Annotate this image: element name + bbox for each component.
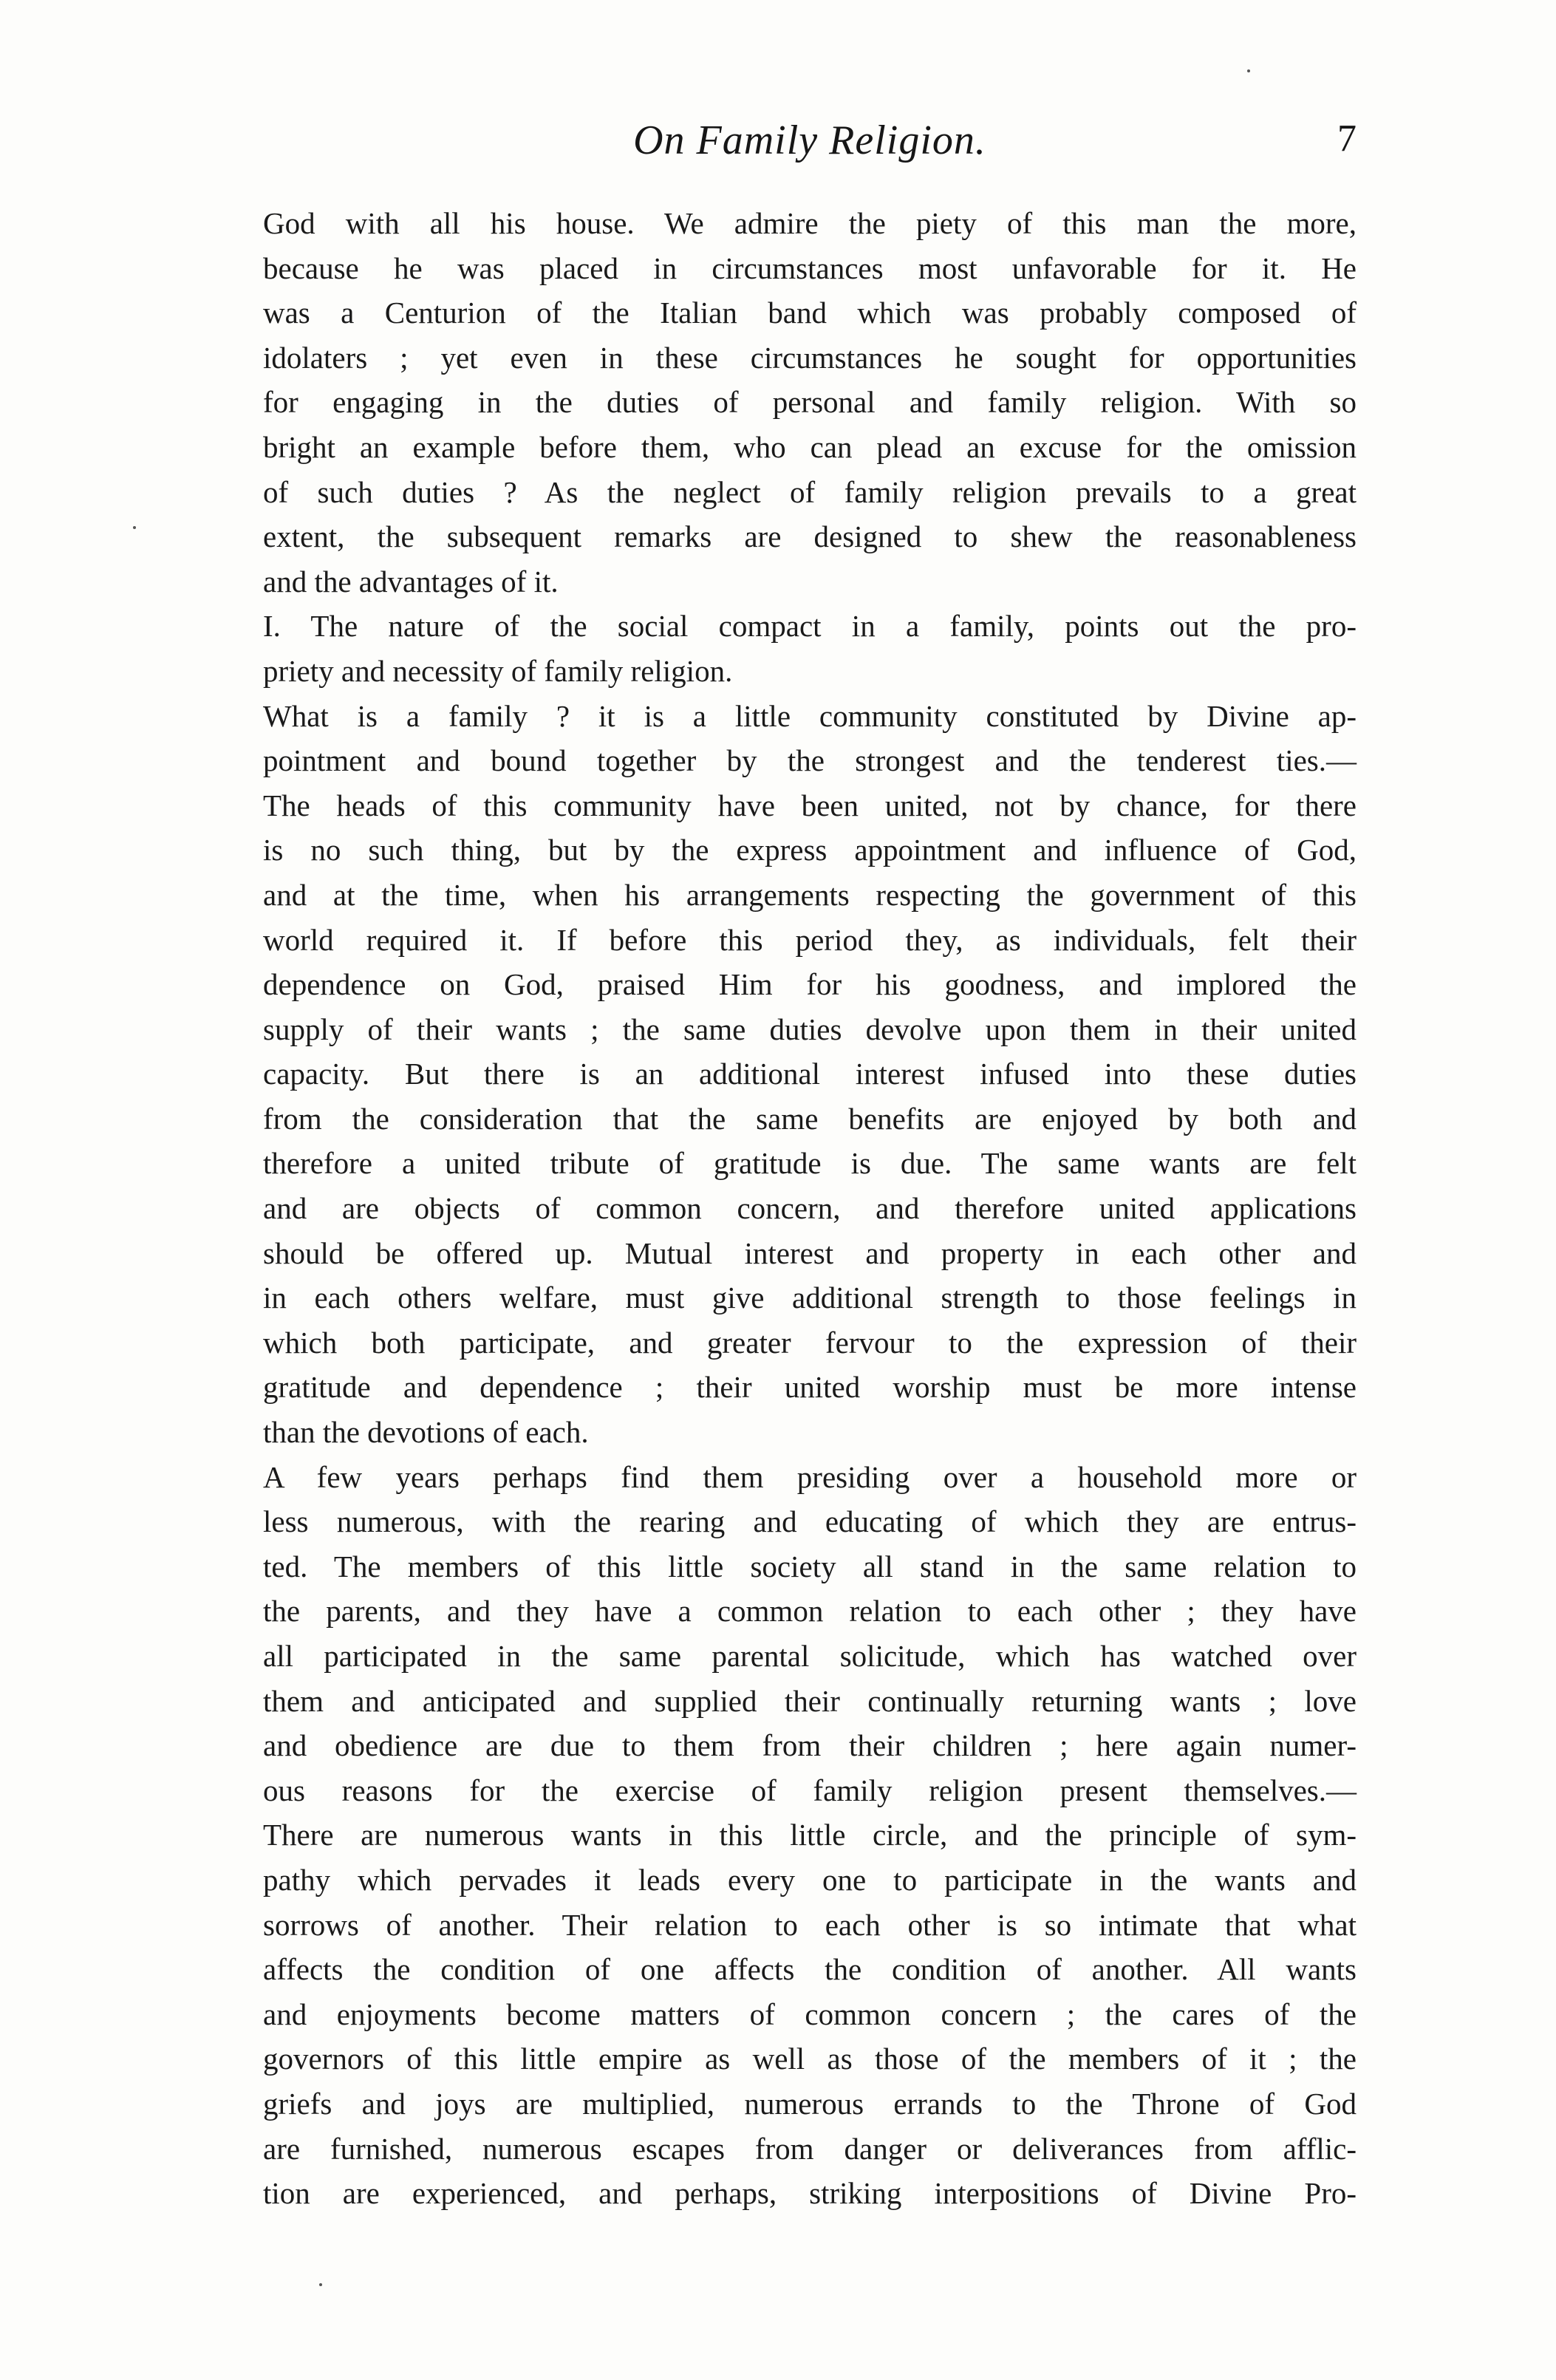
text-line: the parents, and they have a common relation to each other ; they have <box>263 1594 1357 1629</box>
body-text <box>263 201 1357 2216</box>
text-line: which both participate, and greater fervour to the expression of their <box>263 1325 1357 1360</box>
text-line: and are objects of common concern, and therefore united applications <box>263 1191 1357 1226</box>
text-line: than the devotions of each. <box>263 1415 589 1450</box>
text-line: of such duties ? As the neglect of family religion prevails to a great <box>263 474 1357 509</box>
text-line: griefs and joys are multiplied, numerous errands to the Throne of God <box>263 2086 1357 2121</box>
text-line: priety and necessity of family religion. <box>263 653 733 688</box>
page-header <box>263 117 1357 176</box>
text-line: and the advantages of it. <box>263 564 559 599</box>
text-line: was a Centurion of the Italian band which was probably composed of <box>263 296 1357 330</box>
text-line: them and anticipated and supplied their continually returning wants ; love <box>263 1683 1357 1718</box>
text-line: less numerous, with the rearing and educating of which they are entrus- <box>263 1504 1357 1539</box>
text-line: There are numerous wants in this little circle, and the principle of sym- <box>263 1818 1357 1852</box>
text-line: pointment and bound together by the strongest and the tenderest ties.— <box>263 743 1357 778</box>
text-line: dependence on God, praised Him for his goodness, and implored the <box>263 967 1357 1002</box>
text-line: sorrows of another. Their relation to each other is so intimate that what <box>263 1907 1357 1942</box>
text-line: extent, the subsequent remarks are designed to shew the reasonableness <box>263 519 1357 554</box>
text-line: therefore a united tribute of gratitude is due. The same wants are felt <box>263 1146 1357 1181</box>
paper-speck <box>1247 69 1250 72</box>
text-line: should be offered up. Mutual interest and property in each other and <box>263 1235 1357 1270</box>
paper-speck <box>133 526 136 529</box>
text-line: for engaging in the duties of personal and family religion. With so <box>263 385 1357 420</box>
text-line: The heads of this community have been united, not by chance, for there <box>263 788 1357 822</box>
text-line: from the consideration that the same benefits are enjoyed by both and <box>263 1101 1357 1136</box>
paper-speck <box>319 2283 322 2286</box>
text-line: is no such thing, but by the express appointment and influence of God, <box>263 833 1357 867</box>
page-number: 7 <box>1337 117 1357 160</box>
text-line: and at the time, when his arrangements respecting the government of this <box>263 877 1357 912</box>
text-line: pathy which pervades it leads every one to participate in the wants and <box>263 1862 1357 1897</box>
text-line: ted. The members of this little society all stand in the same relation to <box>263 1549 1357 1583</box>
text-line: and enjoyments become matters of common concern ; the cares of the <box>263 1997 1357 2031</box>
text-line: all participated in the same parental solicitude, which has watched over <box>263 1639 1357 1673</box>
text-line: and obedience are due to them from their children ; here again numer- <box>263 1728 1357 1763</box>
text-line: idolaters ; yet even in these circumstances he sought for opportunities <box>263 340 1357 375</box>
text-line: because he was placed in circumstances most unfavorable for it. He <box>263 250 1357 285</box>
text-line: tion are experienced, and perhaps, striking interpositions of Divine Pro- <box>263 2176 1357 2211</box>
text-line: affects the condition of one affects the condition of another. All wants <box>263 1952 1357 1987</box>
text-line: gratitude and dependence ; their united worship must be more intense <box>263 1370 1357 1405</box>
text-line: What is a family ? it is a little community constituted by Divine ap- <box>263 698 1357 733</box>
text-line: I. The nature of the social compact in a family, points out the pro- <box>263 609 1357 644</box>
text-line: supply of their wants ; the same duties devolve upon them in their united <box>263 1012 1357 1046</box>
text-line: ous reasons for the exercise of family religion present themselves.— <box>263 1773 1357 1807</box>
text-line: in each others welfare, must give additional strength to those feelings in <box>263 1281 1357 1315</box>
text-line: bright an example before them, who can plead an excuse for the omission <box>263 429 1357 464</box>
text-line: are furnished, numerous escapes from danger or deliverances from afflic- <box>263 2131 1357 2166</box>
text-line: A few years perhaps find them presiding over a household more or <box>263 1459 1357 1494</box>
text-line: capacity. But there is an additional interest infused into these duties <box>263 1057 1357 1091</box>
text-line: governors of this little empire as well as those of the members of it ; the <box>263 2042 1357 2076</box>
text-line: world required it. If before this period they, as individuals, felt their <box>263 922 1357 957</box>
running-title: On Family Religion. <box>633 117 986 163</box>
text-line: God with all his house. We admire the piety of this man the more, <box>263 206 1357 240</box>
